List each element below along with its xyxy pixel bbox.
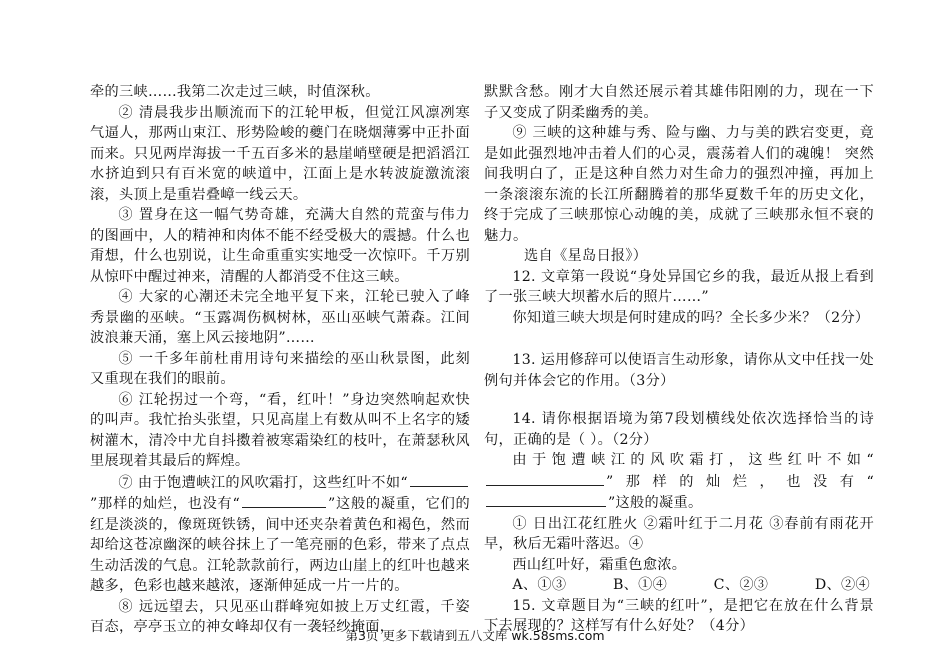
question-14-quote-c: ”这般的凝重。 bbox=[608, 495, 703, 511]
answer-space-12 bbox=[484, 328, 874, 350]
paragraph-4: ④ 大家的心潮还未完全地平复下来，江轮已驶入了峰秀景幽的巫峡。“玉露凋伤枫树林，巫山巫峡气萧森。江间波浪兼天涌，塞上风云接地阴”…… bbox=[90, 289, 470, 346]
paragraph-7-part-b: ”那样的灿烂，也没有“ bbox=[90, 496, 240, 512]
fill-blank-2 bbox=[242, 493, 326, 508]
right-column bbox=[484, 82, 874, 637]
choice-b: B、①④ bbox=[612, 577, 668, 593]
paragraph-7-part-c: ”这般的凝重，它们的红是淡淡的，像斑斑铁锈，间中还夹杂着黄色和褐色，然而却给这苍凉幽深的峡谷抹上了一笔亮丽的色彩，带来了点点生动活泼的气息。江轮款款前行，两边山崖上的红叶也越来越多，色彩也越来越浓，逐渐伸延成一片一片的。 bbox=[90, 496, 470, 594]
answer-space-13 bbox=[484, 391, 874, 409]
choice-c: C、②③ bbox=[713, 577, 769, 593]
paragraph-6: ⑥ 江轮拐过一个弯，“看，红叶！”身边突然响起欢快的叫声。我忙抬头张望，只见高崖上有数从叫不上名字的矮树灌木，清冷中尤自抖擞着被寒霜染红的枝叶，在萧瑟秋风里展现着其最后的辉煌。 bbox=[90, 391, 470, 469]
paragraph-7 bbox=[90, 472, 470, 597]
question-14-quote-b: ”那样的灿烂，也没有“ bbox=[606, 473, 874, 490]
paragraph-9: ⑨ 三峡的这种雄与秀、险与幽、力与美的跌宕变更，竟是如此强烈地冲击着人们的心灵，震荡着人们的魂魄！ 突然间我明白了，正是这种自然力对生命力的强烈冲撞，再加上一条滚滚东流的长江所翻腾着的那华夏数千年的历史文化，终于完成了三峡那惊心动魄的美，成就了三峡那永恒不衰的魅力。 bbox=[484, 125, 874, 244]
question-15: 15. 文章题目为“三峡的红叶”，是把它在放在什么背景下去展现的？这样写有什么好处？（4分） bbox=[484, 597, 874, 634]
question-14: 14. 请你根据语境为第7段划横线处依次选择恰当的诗句，正确的是（ ）。（2分） bbox=[484, 411, 874, 448]
fill-blank-3 bbox=[486, 471, 604, 486]
paragraph-3: ③ 置身在这一幅气势奇雄，充满大自然的荒蛮与伟力的图画中，人的精神和肉体不能不经受极大的震撼。什么也甭想，什么也别说，让生命重重实实地受一次惊吓。千万别从惊吓中醒过神来，清醒的人都消受不住这三峡。 bbox=[90, 207, 470, 285]
paragraph-intro: 牵的三峡……我第二次走过三峡，时值深秋。 bbox=[90, 84, 380, 100]
paragraph-5: ⑤ 一千多年前杜甫用诗句来描绘的巫山秋景图，此刻又重现在我们的眼前。 bbox=[90, 350, 470, 387]
question-12: 12. 文章第一段说“身处异国它乡的我，最近从报上看到了一张三峡大坝蓄水后的照片……” bbox=[484, 268, 874, 305]
choice-a: A、①③ bbox=[512, 577, 567, 593]
question-13: 13. 运用修辞可以使语言生动形象，请你从文中任找一处例句并体会它的作用。（3分） bbox=[484, 352, 874, 389]
paragraph-8: ⑧ 远远望去，只见巫山群峰宛如披上万丈红霞，千姿百态，亭亭玉立的神女峰却仅有一袭轻纱掩面， bbox=[90, 598, 470, 635]
choice-list bbox=[484, 575, 874, 596]
paragraph-7-part-a: ⑦ 由于饱遭峡江的风吹霜打，这些红叶不如“ bbox=[118, 474, 408, 491]
question-14-options-cont: 西山红叶好，霜重色愈浓。 bbox=[512, 556, 687, 573]
question-14-quote-a: 由于饱遭峡江的风吹霜打，这些红叶不如“ bbox=[512, 452, 874, 468]
page-footer: 第3页 更多下载请到五八文库 wk.58sms.com bbox=[345, 628, 605, 643]
question-14-quote bbox=[484, 450, 874, 514]
question-12-ask: 你知道三峡大坝是何时建成的吗？全长多少米？（2分） bbox=[512, 309, 870, 326]
paragraph-8-continued: 默默含愁。刚才大自然还展示着其雄伟阳刚的力，现在一下子又变成了阴柔幽秀的美。 bbox=[484, 84, 874, 121]
source-citation: 选自《星岛日报》） bbox=[524, 248, 648, 264]
fill-blank-1 bbox=[410, 472, 468, 487]
paragraph-2: ② 清晨我步出顺流而下的江轮甲板，但觉江风凛冽寒气逼人，那两山束江、形势险峻的夔门在晓烟薄雾中正扑面而来。只见两岸海拔一千五百多米的悬崖峭壁硬是把滔滔江水挤迫到只有百米宽的峡道中，江面上是水转波旋激流滚滚，头顶上是重岩叠嶂一线云天。 bbox=[90, 104, 470, 203]
left-column bbox=[90, 82, 470, 638]
fill-blank-4 bbox=[486, 492, 606, 507]
choice-d: D、②④ bbox=[814, 577, 870, 593]
question-14-options: ① 日出江花红胜火 ②霜叶红于二月花 ③春前有雨花开早，秋后无霜叶落迟。④ bbox=[484, 515, 874, 552]
